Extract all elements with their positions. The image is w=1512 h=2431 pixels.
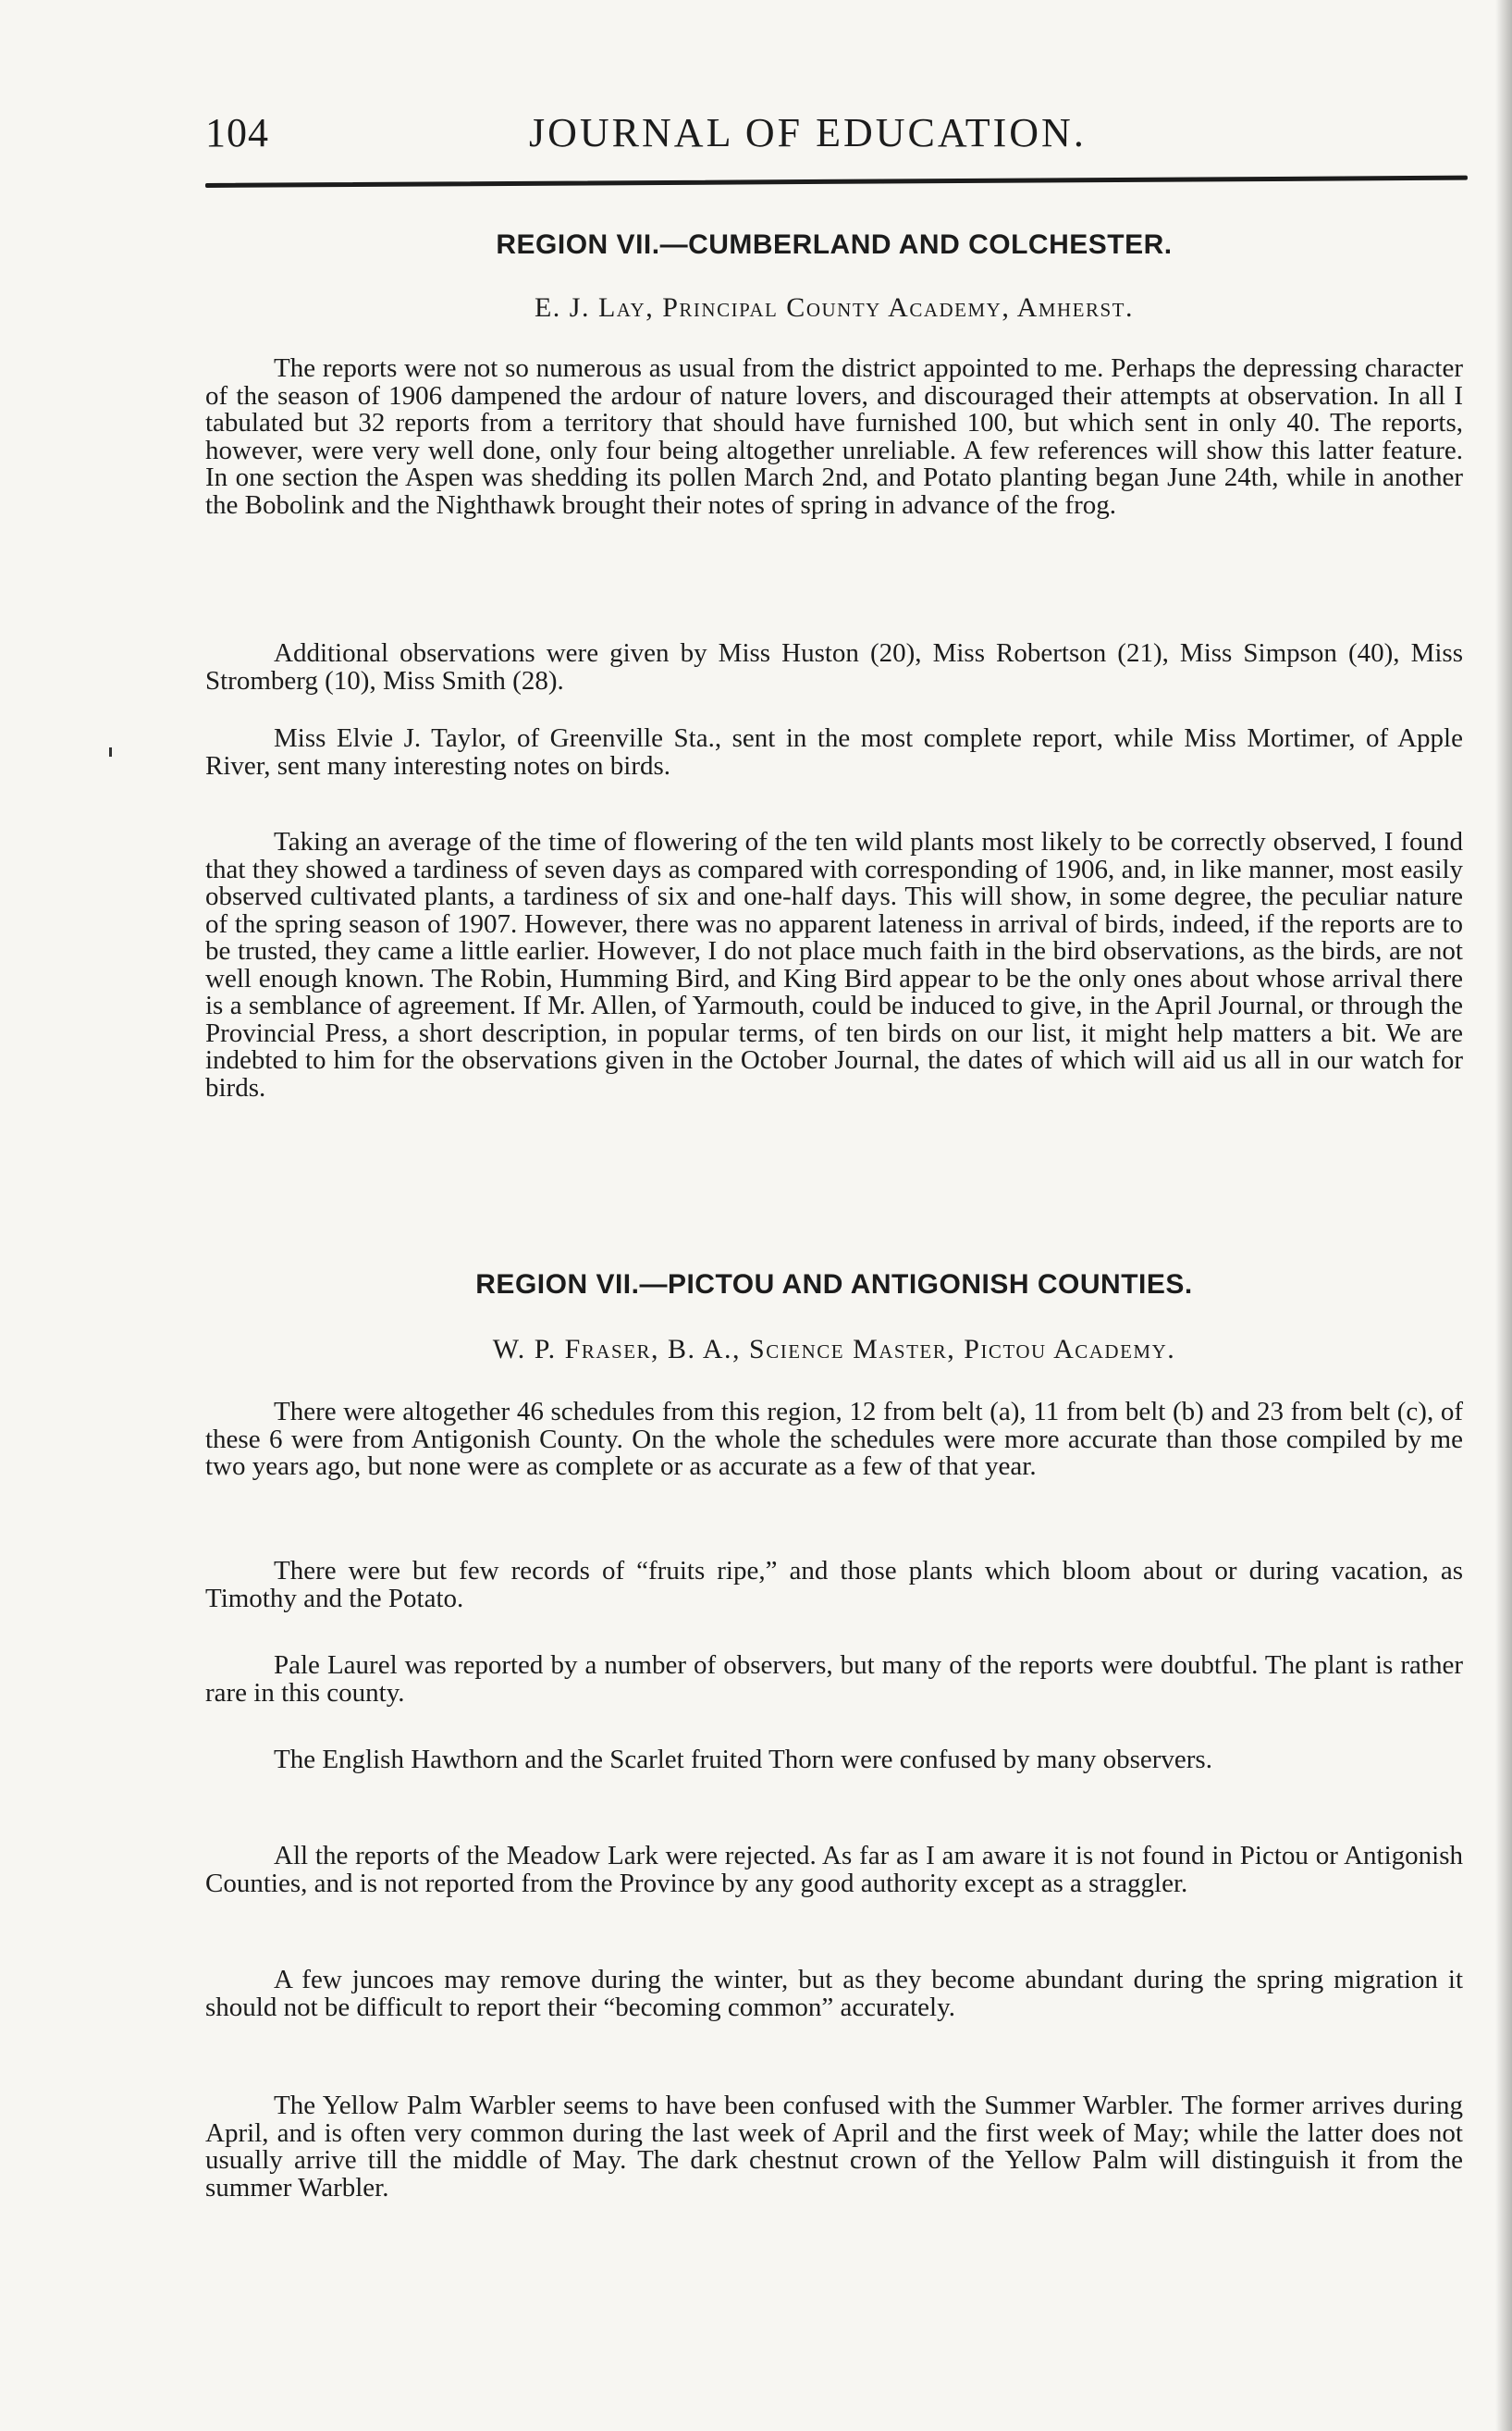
paragraph: There were but few records of “fruits ripe,” and those plants which bloom about or during vacation, as Timothy and the Potato. [205,1556,1463,1613]
byline-fraser: W. P. Fraser, B. A., Science Master, Pictou Academy. [492,1334,1176,1364]
paragraph: A few juncoes may remove during the winter, but as they become abundant during the spring migration it should not be difficult to report their “becoming common” accurately. [205,1965,1463,2022]
page-header [205,109,1472,165]
paragraph: There were altogether 46 schedules from this region, 12 from belt (a), 11 from belt (b) and 23 from belt (c), of these 6 were from Antigonish County. On the whole the schedules were more accurate than those compiled by me two years ago, but none were as complete or as accurate as a few of that year. [205,1397,1463,1481]
page-number: 104 [205,110,269,155]
section-heading-pictou: REGION VII.—PICTOU AND ANTIGONISH COUNTIES. [475,1269,1193,1300]
paragraph: All the reports of the Meadow Lark were rejected. As far as I am aware it is not found in Pictou or Antigonish Counties, and is not reported from the Province by any good authority except as a straggler. [205,1841,1463,1898]
paragraph: The English Hawthorn and the Scarlet fruited Thorn were confused by many observers. [274,1745,1212,1774]
scan-edge-shadow [1495,0,1512,2431]
byline-lay: E. J. Lay, Principal County Academy, Amherst. [534,292,1135,323]
running-title: JOURNAL OF EDUCATION. [529,110,1087,155]
paragraph: Miss Elvie J. Taylor, of Greenville Sta., sent in the most complete report, while Miss Mortimer, of Apple River, sent many interesting notes on birds. [205,723,1463,781]
paragraph: The Yellow Palm Warbler seems to have been confused with the Summer Warbler. The former arrives during April, and is often very common during the last week of April and the first week of May; while the latter does not usually arrive till the middle of May. The dark chestnut crown of the Yellow Palm will distinguish it from the summer Warbler. [205,2091,1463,2203]
paragraph: Additional observations were given by Miss Huston (20), Miss Robertson (21), Miss Simpson (40), Miss Stromberg (10), Miss Smith (28). [205,638,1463,696]
header-rule [205,176,1468,188]
paragraph: Pale Laurel was reported by a number of observers, but many of the reports were doubtful. The plant is rather rare in this county. [205,1650,1463,1708]
margin-mark [109,747,112,757]
section-heading-cumberland: REGION VII.—CUMBERLAND AND COLCHESTER. [496,229,1173,260]
paragraph: The reports were not so numerous as usual from the district appointed to me. Perhaps the depressing character of the season of 1906 dampened the ardour of nature lovers, and discouraged their attempts at observation. In all I tabulated but 32 reports from a territory that should have furnished 100, but which sent in only 40. The reports, however, were very well done, only four being altogether unreliable. A few references will show this latter feature. In one section the Aspen was shedding its pollen March 2nd, and Potato planting began June 24th, while in another the Bobolink and the Nighthawk brought their notes of spring in advance of the frog. [205,353,1463,520]
paragraph: Taking an average of the time of flowering of the ten wild plants most likely to be correctly observed, I found that they showed a tardiness of seven days as compared with corresponding of 1906, and, in like manner, most easily observed cultivated plants, a tardiness of six and one-half days. This will show, in some degree, the peculiar nature of the spring season of 1907. However, there was no apparent lateness in arrival of birds, indeed, if the reports are to be trusted, they came a little earlier. However, I do not place much faith in the bird observations, as the birds, are not well enough known. The Robin, Humming Bird, and King Bird appear to be the only ones about whose arrival there is a semblance of agreement. If Mr. Allen, of Yarmouth, could be induced to give, in the April Journal, or through the Provincial Press, a short description, in popular terms, of ten birds on our list, it might help matters a bit. We are indebted to him for the observations given in the October Journal, the dates of which will aid us all in our watch for birds. [205,827,1463,1103]
